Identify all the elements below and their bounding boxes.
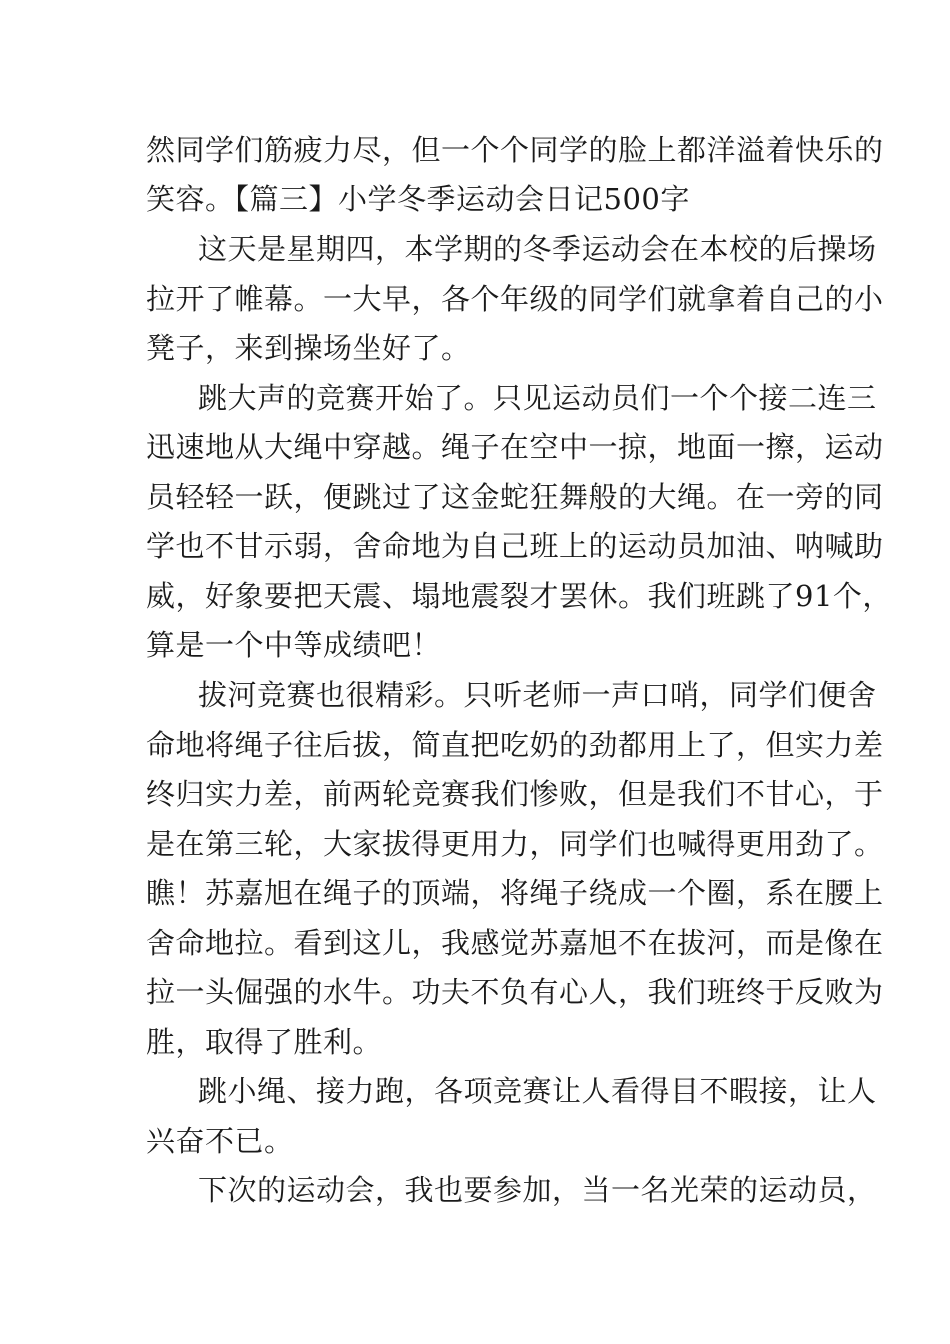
paragraph-first-line: 跳大声的竞赛开始了。只见运动员们一个个接二连三 — [198, 381, 877, 415]
text-line: 威，好象要把天震、塌地震裂才罢休。我们班跳了91个， — [146, 579, 892, 613]
paragraph-first-line: 拔河竞赛也很精彩。只听老师一声口哨，同学们便舍 — [198, 678, 877, 712]
text-line: 笑容。【篇三】小学冬季运动会日记500字 — [146, 182, 690, 216]
paragraph-first-line: 跳小绳、接力跑，各项竞赛让人看得目不暇接，让人 — [198, 1074, 877, 1108]
text-line: 是在第三轮，大家拔得更用力，同学们也喊得更用劲了。 — [146, 827, 884, 861]
text-line: 凳子，来到操场坐好了。 — [146, 331, 471, 365]
paragraph-first-line: 这天是星期四，本学期的冬季运动会在本校的后操场 — [198, 232, 877, 266]
text-line: 算是一个中等成绩吧！ — [146, 628, 442, 662]
text-line: 拉开了帷幕。一大早，各个年级的同学们就拿着自己的小 — [146, 282, 884, 316]
text-line: 终归实力差，前两轮竞赛我们惨败，但是我们不甘心，于 — [146, 777, 884, 811]
text-line: 员轻轻一跃，便跳过了这金蛇狂舞般的大绳。在一旁的同 — [146, 480, 884, 514]
text-line: 瞧！苏嘉旭在绳子的顶端，将绳子绕成一个圈，系在腰上 — [146, 876, 884, 910]
text-line: 命地将绳子往后拔，简直把吃奶的劲都用上了，但实力差 — [146, 728, 884, 762]
text-line: 迅速地从大绳中穿越。绳子在空中一掠，地面一擦，运动 — [146, 430, 884, 464]
text-line: 兴奋不已。 — [146, 1124, 294, 1158]
text-line: 然同学们筋疲力尽，但一个个同学的脸上都洋溢着快乐的 — [146, 133, 884, 167]
text-line: 胜，取得了胜利。 — [146, 1025, 383, 1059]
text-line: 舍命地拉。看到这儿，我感觉苏嘉旭不在拔河，而是像在 — [146, 926, 884, 960]
text-line: 学也不甘示弱，舍命地为自己班上的运动员加油、呐喊助 — [146, 529, 884, 563]
paragraph-first-line: 下次的运动会，我也要参加，当一名光荣的运动员， — [198, 1173, 877, 1207]
text-line: 拉一头倔强的水牛。功夫不负有心人，我们班终于反败为 — [146, 975, 884, 1009]
